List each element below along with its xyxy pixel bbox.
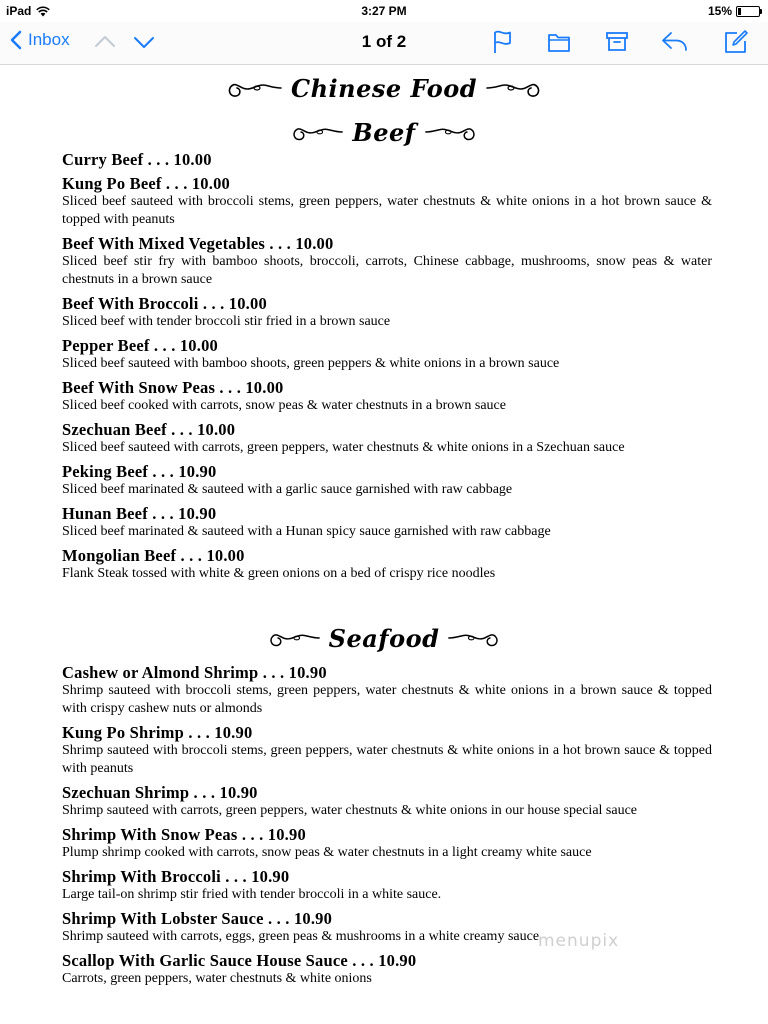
left-flourish-icon <box>223 73 283 103</box>
menu-item-name: Cashew or Almond Shrimp . . . 10.90 <box>62 663 327 682</box>
title-text: Chinese Food <box>290 73 478 103</box>
menu-item-name: Hunan Beef . . . 10.90 <box>62 504 217 523</box>
status-right <box>708 4 760 18</box>
clock: 3:27 PM <box>361 4 407 18</box>
menu-item-name: Shrimp With Broccoli . . . 10.90 <box>62 867 290 886</box>
menu-item-name: Kung Po Beef . . . 10.00 <box>62 174 230 193</box>
battery-fill <box>738 8 741 15</box>
menu-item-description: Sliced beef cooked with carrots, snow peas & water chestnuts in a brown sauce <box>62 398 506 413</box>
menu-item-name: Scallop With Garlic Sauce House Sauce . . . 10.90 <box>62 951 417 970</box>
menu-item-name: Curry Beef . . . 10.00 <box>62 150 212 169</box>
right-flourish-icon <box>424 117 480 147</box>
menu-item-description: Shrimp sauteed with carrots, green peppers, water chestnuts & white onions in our house special sauce <box>62 803 638 818</box>
menu-item <box>62 951 712 988</box>
chevron-up-icon <box>94 31 116 53</box>
left-flourish-icon <box>288 117 344 147</box>
folder-icon <box>547 29 571 55</box>
menu-item <box>62 723 712 778</box>
beef-menu-list <box>62 150 712 588</box>
menu-item <box>62 663 712 718</box>
flag-button[interactable] <box>492 29 514 60</box>
menu-item-description: Plump shrimp cooked with carrots, snow peas & water chestnuts in a light creamy white sauce <box>62 845 592 860</box>
menu-item-description: Sliced beef with tender broccoli stir fried in a brown sauce <box>62 314 391 329</box>
left-flourish-icon <box>265 623 321 653</box>
move-to-folder-button[interactable] <box>547 29 571 60</box>
menu-item-name: Shrimp With Snow Peas . . . 10.90 <box>62 825 306 844</box>
page-indicator: 1 of 2 <box>361 32 407 51</box>
menu-item <box>62 462 712 499</box>
menu-item-description: Sliced beef sauteed with broccoli stems, green peppers, water chestnuts & white onions in a hot brown sauce & topped with peanuts <box>62 194 712 227</box>
menu-item <box>62 150 712 169</box>
menu-item-description: Sliced beef sauteed with bamboo shoots, green peppers & white onions in a brown sauce <box>62 356 560 371</box>
archive-button[interactable] <box>605 29 629 60</box>
watermark: menupix <box>538 931 620 951</box>
menu-item-name: Shrimp With Lobster Sauce . . . 10.90 <box>62 909 333 928</box>
menu-item-name: Beef With Mixed Vegetables . . . 10.00 <box>62 234 334 253</box>
menu-item-name: Pepper Beef . . . 10.00 <box>62 336 218 355</box>
menu-item-description: Sliced beef marinated & sauteed with a garlic sauce garnished with raw cabbage <box>62 482 513 497</box>
status-bar <box>0 0 768 22</box>
section-heading-text: Beef <box>352 117 416 147</box>
mail-nav-bar <box>0 22 768 65</box>
menu-item <box>62 378 712 415</box>
menu-item-name: Beef With Snow Peas . . . 10.00 <box>62 378 284 397</box>
section-heading-text: Seafood <box>328 623 440 653</box>
menu-item-description: Sliced beef stir fry with bamboo shoots, broccoli, carrots, Chinese cabbage, mushrooms, snow peas & water chestnuts in a brown sauce <box>62 254 712 287</box>
attachment-page <box>0 65 768 1024</box>
flag-icon <box>492 29 514 55</box>
menu-item-name: Peking Beef . . . 10.90 <box>62 462 217 481</box>
chevron-down-icon <box>133 31 155 53</box>
menu-item-name: Beef With Broccoli . . . 10.00 <box>62 294 267 313</box>
section-heading-seafood <box>0 623 768 653</box>
menu-item <box>62 825 712 862</box>
battery-percent: 15% <box>707 4 732 18</box>
menu-item-name: Szechuan Beef . . . 10.00 <box>62 420 236 439</box>
right-flourish-icon <box>485 73 545 103</box>
menu-item <box>62 336 712 373</box>
menu-item <box>62 546 712 583</box>
menu-item-description: Sliced beef sauteed with carrots, green peppers, water chestnuts & white onions in a Szechuan sauce <box>62 440 625 455</box>
section-heading-beef <box>0 117 768 147</box>
menu-item-description: Large tail-on shrimp stir fried with tender broccoli in a white sauce. <box>62 887 442 902</box>
menu-item-name: Mongolian Beef . . . 10.00 <box>62 546 245 565</box>
back-to-inbox-button[interactable] <box>10 30 70 50</box>
menu-item-description: Shrimp sauteed with carrots, eggs, green peas & mushrooms in a white creamy sauce <box>62 929 540 944</box>
compose-button[interactable] <box>723 29 749 60</box>
menu-item <box>62 867 712 904</box>
menu-item <box>62 783 712 820</box>
battery-icon <box>736 6 760 17</box>
chevron-left-icon <box>10 30 22 50</box>
menu-item <box>62 234 712 289</box>
menu-item-name: Szechuan Shrimp . . . 10.90 <box>62 783 258 802</box>
menu-item-description: Flank Steak tossed with white & green onions on a bed of crispy rice noodles <box>62 566 496 581</box>
menu-item-name: Kung Po Shrimp . . . 10.90 <box>62 723 253 742</box>
menu-item-description: Shrimp sauteed with broccoli stems, green peppers, water chestnuts & white onions in a brown sauce & topped with crispy cashew nuts or almonds <box>62 683 712 716</box>
compose-icon <box>723 29 749 55</box>
previous-message-button[interactable] <box>94 31 116 58</box>
right-flourish-icon <box>447 623 503 653</box>
menu-item-description: Shrimp sauteed with broccoli stems, green peppers, water chestnuts & white onions in a hot brown sauce & topped with peanuts <box>62 743 712 776</box>
menu-item-description: Carrots, green peppers, water chestnuts & white onions <box>62 971 372 986</box>
document-title <box>0 73 768 103</box>
reply-arrow-icon <box>661 29 689 55</box>
back-label: Inbox <box>28 30 70 49</box>
next-message-button[interactable] <box>133 31 155 58</box>
menu-item <box>62 294 712 331</box>
device-label: iPad <box>6 4 32 18</box>
archive-box-icon <box>605 29 629 55</box>
menu-item <box>62 420 712 457</box>
menu-item <box>62 174 712 229</box>
menu-item <box>62 504 712 541</box>
menu-item-description: Sliced beef marinated & sauteed with a Hunan spicy sauce garnished with raw cabbage <box>62 524 551 539</box>
reply-button[interactable] <box>661 29 689 60</box>
